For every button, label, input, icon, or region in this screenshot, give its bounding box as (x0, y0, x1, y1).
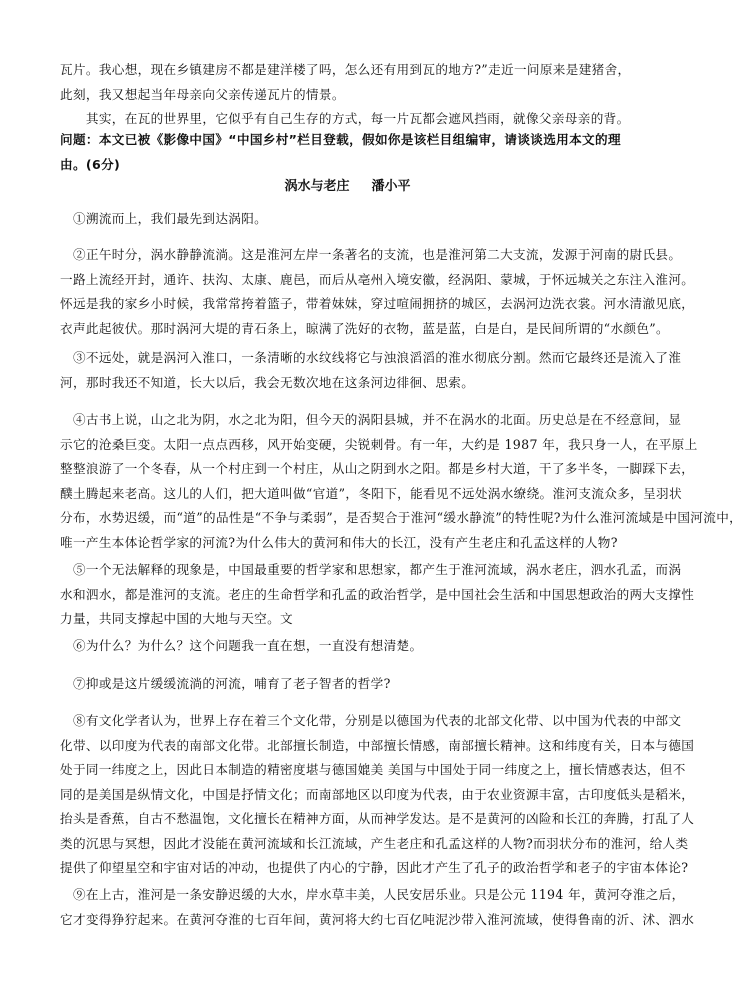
paragraph-line: 同的是美国是纵情文化，中国是抒情文化；而南部地区以印度为代表，由于农业资源丰富，古印度低头是稻米， (60, 786, 695, 802)
paragraph-line: 水和泗水，都是淮河的支流。老庄的生命哲学和孔孟的政治哲学，是中国社会生活和中国思想政治的两大支撑性 (60, 586, 695, 602)
paragraph-line: 它才变得狰狞起来。在黄河夺淮的七百年间，黄河将大约七百亿吨泥沙带入淮河流域，使得鲁南的沂、沭、泗水 (60, 911, 695, 927)
paragraph-9 (60, 883, 695, 932)
paragraph-line: 整整浪游了一个冬春，从一个村庄到一个村庄，从山之阴到水之阳。都是乡村大道，干了多半冬，一脚踩下去， (60, 461, 695, 476)
paragraph-line: ⑨在上古，淮河是一条安静迟缓的大水，岸水草丰美，人民安居乐业。只是公元 1194 年，黄河夺淮之后， (60, 887, 685, 902)
question-line: 问题：本文已被《影像中国》“中国乡村”栏目登载，假如你是该栏目组编审，请谈谈选用本文的理 (60, 132, 621, 147)
paragraph-line: ③不远处，就是涡河入淮口，一条清晰的水纹线将它与浊浪滔滔的淮水彻底分割。然而它最终还是流入了淮 (60, 350, 682, 365)
paragraph-line: 处于同一纬度之上，因此日本制造的精密度堪与德国媲美 美国与中国处于同一纬度之上，擅长情感表达，但不 (60, 762, 686, 777)
paragraph-8 (60, 709, 695, 881)
paragraph-line: 化带、以印度为代表的南部文化带。北部擅长制造，中部擅长情感，南部擅长精神。这和纬度有关，日本与德国 (60, 737, 695, 753)
paragraph-line: ④古书上说，山之北为阴，水之北为阳，但今天的涡阳县城，并不在涡水的北面。历史总是在不经意间，显 (60, 412, 682, 427)
paragraph-line: 分布，水势迟缓，而“道”的品性是“不争与柔弱”，是否契合于淮河“缓水静流”的特性呢?为什么淮河流域是中国河流中， (60, 510, 742, 525)
paragraph-line: ①溯流而上，我们最先到达涡阳。 (60, 211, 268, 226)
paragraph-line: 力量，共同支撑起中国的大地与天空。文 (60, 611, 293, 626)
paragraph-line: 类的沉思与冥想，因此才没能在黄河流域和长江流域，产生老庄和孔孟这样的人物?而羽状分布的淮河，给人类 (60, 835, 689, 851)
article-author: 潘小平 (371, 179, 411, 194)
paragraph-7 (60, 672, 640, 697)
paragraph-line: ⑤一个无法解释的现象是，中国最重要的哲学家和思想家，都产生于淮河流域，涡水老庄，泗水孔孟，而涡 (60, 562, 682, 577)
paragraph-line: 抬头是香蕉，自古不愁温饱，文化擅长在精神方面，从而神学发达。是不是黄河的凶险和长江的奔腾，打乱了人 (60, 811, 695, 826)
paragraph-1 (60, 207, 640, 232)
paragraph-6 (60, 634, 640, 659)
paragraph-line: ⑧有文化学者认为，世界上存在着三个文化带，分别是以德国为代表的北部文化带、以中国为代表的中部文 (60, 713, 682, 728)
paragraph-line: ②正午时分，涡水静静流淌。这是淮河左岸一条著名的支流，也是淮河第二大支流，发源于河南的尉氏县。 (60, 247, 682, 262)
question-line: 由。(6分) (60, 156, 121, 172)
paragraph-line: 一路上流经开封，通许、扶沟、太康、鹿邑，而后从亳州入境安徽，经涡阳、蒙城，于怀远城关之东注入淮河。 (60, 271, 695, 287)
paragraph-line: ⑥为什么？为什么？这个问题我一直在想，一直没有想清楚。 (60, 638, 423, 653)
intro-line: 此刻，我又想起当年母亲向父亲传递瓦片的情景。 (60, 86, 345, 102)
paragraph-line: 衣声此起彼伏。那时涡河大堤的青石条上，晾满了洗好的衣物，蓝是蓝，白是白，是民间所谓的“水颜色”。 (60, 320, 669, 336)
paragraph-4 (60, 408, 742, 555)
paragraph-line: 醭土腾起来老高。这儿的人们，把大道叫做“官道”，冬阳下，能看见不远处涡水缭绕。淮河支流众多，呈羽状 (60, 485, 682, 501)
paragraph-line: 唯一产生本体论哲学家的河流?为什么伟大的黄河和伟大的长江，没有产生老庄和孔孟这样的人物? (60, 534, 618, 550)
paragraph-line: 提供了仰望星空和宇宙对话的冲动，也提供了内心的宁静，因此才产生了孔子的政治哲学和老子的宇宙本体论? (60, 860, 689, 875)
article-title: 涡水与老庄 (284, 179, 350, 194)
paragraph-line: ⑦抑或是这片缓缓流淌的河流，哺育了老子智者的哲学? (60, 676, 391, 691)
paragraph-3 (60, 346, 682, 395)
intro-line: 其实，在瓦的世界里，它似乎有自己生存的方式，每一片瓦都会遮风挡雨，就像父亲母亲的背。 (60, 111, 630, 126)
intro-section (60, 58, 640, 132)
paragraph-2 (60, 243, 695, 341)
paragraph-line: 河，那时我还不知道，长大以后，我会无数次地在这条河边徘徊、思索。 (60, 374, 475, 390)
article-heading (0, 175, 695, 194)
paragraph-5 (60, 558, 695, 632)
intro-line: 瓦片。我心想，现在乡镇建房不都是建洋楼了吗，怎么还有用到瓦的地方?”走近一问原来是建猪舍， (60, 62, 631, 77)
paragraph-line: 示它的沧桑巨变。太阳一点点西移，风开始变硬，尖锐刺骨。有一年，大约是 1987 年，我只身一人，在平原上 (60, 436, 698, 452)
question-section (60, 128, 640, 177)
paragraph-line: 怀远是我的家乡小时候，我常常挎着篮子，带着妹妹，穿过喧闹拥挤的城区，去涡河边洗衣裳。河水清澈见底， (60, 296, 695, 311)
